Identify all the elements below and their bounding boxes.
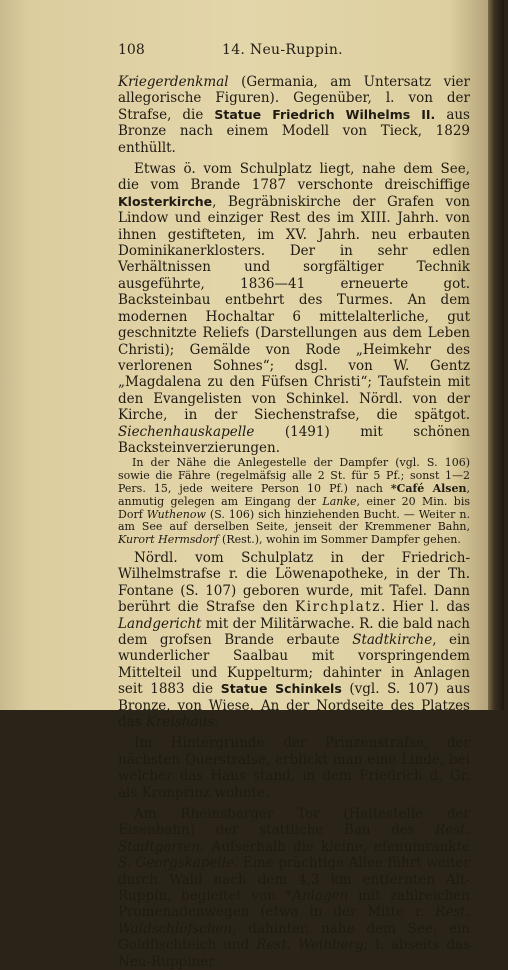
text-run: . [214, 713, 219, 730]
text-run: mit der Militärwache. R. die bald nach dem grofsen Brande erbaute [118, 615, 471, 648]
paragraph-prinzenstrasse [118, 735, 470, 801]
term-wuthenow: Wuthenow [146, 507, 206, 521]
note-anlegestelle [118, 457, 470, 547]
term-kurort-hermsdorf: Kurort Hermsdorf [118, 533, 219, 547]
term-rest-weinberg: Rest. Weinberg [256, 937, 364, 954]
text-run: (S. 106) sich hinziehenden Bucht. — Weiter n. am See auf derselben Seite, jenseit der Kremmener Bahn, [118, 507, 470, 534]
term-lanke: Lanke [322, 494, 357, 508]
text-run: mit zahlreichen Promenadenwegen (etwa in der Mitte r. [118, 888, 470, 921]
text-run: Etwas ö. vom Schulplatz liegt, nahe dem See, die vom Brande 1787 verschonte dreischiffige [118, 161, 470, 194]
term-georgskapelle: S. Georgskapelle [118, 855, 235, 872]
text-run: (vgl. S. 107) aus Bronze, von Wiese. An der Nordseite des Platzes das [118, 681, 470, 730]
text-run: (Germania, am Untersatz vier allegorische Figuren). Gegenüber, l. von der Strafse, die [118, 74, 470, 123]
term-kreishaus: Kreishaus [145, 713, 215, 730]
text-run: , ein wunderlicher Saalbau mit vorspringendem Mittelteil und Kuppelturm; dahinter in Anlagen seit 1883 die [118, 631, 470, 698]
page-body [118, 74, 470, 970]
term-landgericht: Landgericht [118, 615, 202, 632]
text-run: Im Hintergrunde der Prinzenstrafse, der nächsten Querstrafse, erblickt man eine Linde, bei welcher das Haus stand, in dem Friedrich d. Gr. als Kronprinz wohnte. [118, 735, 470, 801]
running-title: 14. Neu-Ruppin. [222, 42, 343, 58]
text-run: . Eine prächtige Allee führt weiter durch Wald nach dem 4,3 km entfernten Alt-Ruppin, begleitet von [118, 855, 470, 905]
paragraph-klosterkirche [118, 161, 470, 456]
term-kriegerdenkmal: Kriegerdenkmal [118, 74, 229, 90]
text-run: Nördl. vom Schulplatz in der Friedrich-Wilhelmstrafse r. die Löwenapotheke, in der Th. Fontane (S. 107) geboren wurde, mit Tafel. Dann berührt die Strafse den [118, 549, 470, 616]
text-run: ; l. abseits das Neu-Ruppiner [118, 937, 470, 970]
term-rest-stadtgarten: Rest. Stadtgarten [118, 822, 470, 855]
text-run: aus Bronze nach einem Modell von Tieck, 1829 enthüllt. [118, 106, 470, 156]
text-run: , anmutig gelegen am Eingang der [118, 481, 470, 508]
text-run: In der Nähe die Anlegestelle der Dampfer (vgl. S. 106) sowie die Fähre (regelmäfsig alle 2 St. für 5 Pf.; sonst 1—2 Pers. 15, jede weitere Person 10 Pf.) nach [118, 456, 470, 495]
term-kirchplatz: Kirchplatz [295, 599, 381, 616]
text-run: (Rest.), wohin im Sommer Dampfer gehen. [218, 533, 461, 547]
term-anlagen: *Anlagen [285, 888, 349, 905]
text-run: , einer 20 Min. bis Dorf [118, 494, 470, 521]
text-run: , dahinter, nahe dem See, ein Goldfischteich und [118, 920, 470, 954]
paragraph-kriegerdenkmal [118, 74, 470, 156]
term-statue-friedrich-wilhelm: Statue Friedrich Wilhelms II. [214, 106, 436, 122]
text-run: . Hier l. das [380, 599, 470, 616]
page-number: 108 [118, 42, 145, 58]
paragraph-rheinsberger-tor [118, 806, 470, 970]
book-gutter-edge [488, 0, 504, 710]
paragraph-kirchplatz [118, 550, 470, 730]
text-run: . Aufserhalb die kleine, efeuumrankte [200, 838, 470, 855]
term-statue-schinkels: Statue Schinkels [220, 681, 342, 697]
term-stadtkirche: Stadtkirche [352, 631, 433, 648]
text-run: Am Rheinsberger Tor (Haltestelle der Eisenbahn) der stattliche Bau des [118, 806, 470, 839]
text-run: (1491) mit schönen Backsteinverzierungen. [118, 423, 470, 456]
text-run: , Begräbniskirche der Grafen von Lindow und einziger Rest des im XIII. Jahrh. von ihnen gestifteten, im XV. Jahrh. neu erbauten Dominikanerklosters. Der in sehr edlen Verhältnissen und sorgfältiger Technik ausgeführte, 1836—41 erneuerte got. Backsteinbau entbehrt des Turmes. An dem modernen Hochaltar 6 mittelalterliche, gut geschnitzte Reliefs (Darstellungen aus dem Leben Christi); Gemälde von Rode „Heimkehr des verlorenen Sohnes“; dsgl. von W. Gentz „Magdalena zu den Füfsen Christi“; Taufstein mit den Evangelisten von Schinkel. Nördl. von der Kirche, in der Siechenstrafse, die spätgot. [118, 193, 470, 424]
term-cafe-alsen: *Café Alsen [390, 481, 467, 495]
term-siechenhauskapelle: Siechenhauskapelle [118, 423, 255, 440]
term-klosterkirche: Klosterkirche [118, 193, 213, 209]
page-header [118, 42, 508, 62]
term-waldschloesschen: Rest. Waldschlöfschen [118, 904, 470, 937]
